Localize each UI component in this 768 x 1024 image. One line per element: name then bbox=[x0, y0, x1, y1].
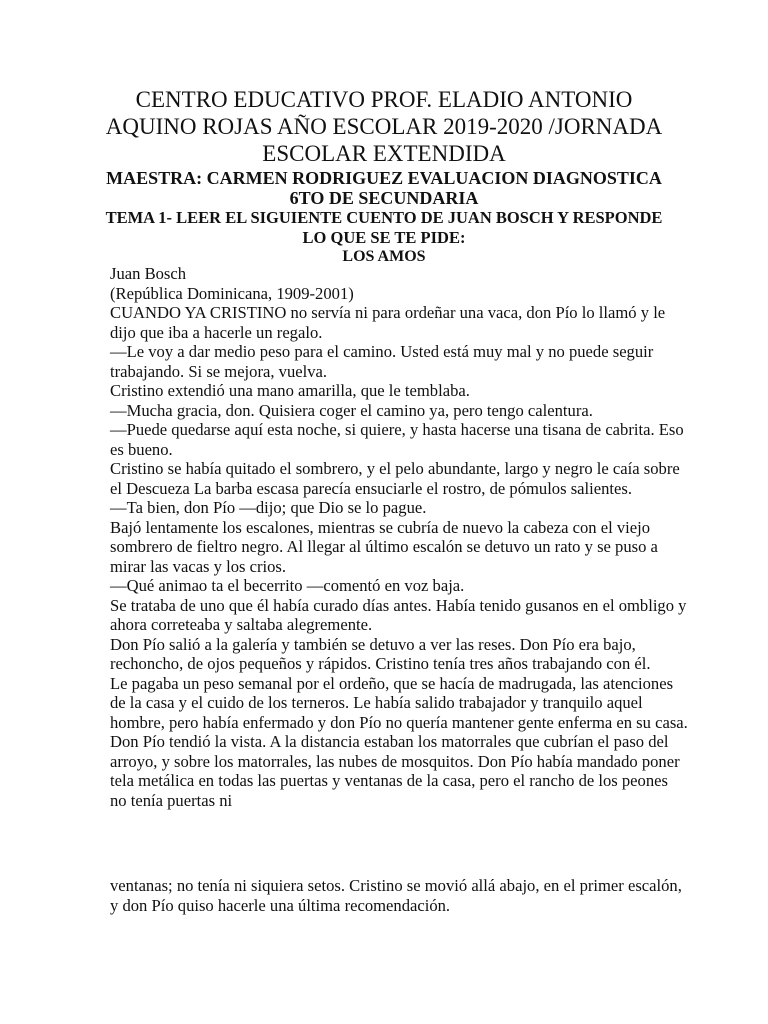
story-paragraph: —Ta bien, don Pío —dijo; que Dio se lo pague. bbox=[110, 498, 427, 517]
school-title: CENTRO EDUCATIVO PROF. ELADIO ANTONIO AQUINO ROJAS AÑO ESCOLAR 2019-2020 /JORNADA ESCOLAR EXTENDIDA bbox=[105, 87, 663, 166]
story-paragraph: Bajó lentamente los escalones, mientras se cubría de nuevo la cabeza con el viejo sombrero de fieltro negro. Al llegar al último escalón se detuvo un rato y se puso a mirar las vacas y los crios. bbox=[110, 517, 658, 576]
story-paragraph: ventanas; no tenía ni siquiera setos. Cristino se movió allá abajo, en el primer escalón, y don Pío quiso hacerle una última recomendación. bbox=[110, 876, 682, 915]
story-continuation bbox=[110, 876, 688, 915]
story-paragraph: CUANDO YA CRISTINO no servía ni para ordeñar una vaca, don Pío lo llamó y le dijo que iba a hacerle un regalo. bbox=[110, 303, 666, 342]
theme-instruction: TEMA 1- LEER EL SIGUIENTE CUENTO DE JUAN BOSCH Y RESPONDE LO QUE SE TE PIDE: bbox=[105, 208, 663, 247]
story-paragraph: Don Pío tendió la vista. A la distancia estaban los matorrales que cubrían el paso del arroyo, y sobre los matorrales, las nubes de mosquitos. Don Pío había mandado poner tela metálica en todas las puertas y ventanas de la casa, pero el rancho de los peones no tenía puertas ni bbox=[110, 732, 680, 810]
story-title: LOS AMOS bbox=[342, 248, 426, 265]
author-country-dates: (República Dominicana, 1909-2001) bbox=[110, 283, 354, 303]
story-paragraph: Se trataba de uno que él había curado días antes. Había tenido gusanos en el ombligo y ahora correteaba y saltaba alegremente. bbox=[110, 595, 687, 634]
story-paragraph: —Puede quedarse aquí esta noche, si quiere, y hasta hacerse una tisana de cabrita. Eso es bueno. bbox=[110, 420, 684, 459]
story-paragraph: Cristino se había quitado el sombrero, y el pelo abundante, largo y negro le caía sobre el Descueza La barba escasa parecía ensuciarle el rostro, de pómulos salientes. bbox=[110, 459, 680, 498]
story-paragraph: —Mucha gracia, don. Quisiera coger el camino ya, pero tengo calentura. bbox=[110, 400, 593, 420]
story-paragraph: —Le voy a dar medio peso para el camino. Usted está muy mal y no puede seguir trabajando. Si se mejora, vuelva. bbox=[110, 342, 654, 381]
document-header bbox=[100, 86, 668, 266]
story-author: Juan Bosch bbox=[110, 264, 187, 283]
story-paragraph: —Qué animao ta el becerrito —comentó en voz baja. bbox=[110, 576, 465, 595]
teacher-and-evaluation-line: MAESTRA: CARMEN RODRIGUEZ EVALUACION DIAGNOSTICA 6TO DE SECUNDARIA bbox=[106, 168, 662, 208]
story-paragraph: Don Pío salió a la galería y también se detuvo a ver las reses. Don Pío era bajo, rechoncho, de ojos pequeños y rápidos. Cristino tenía tres años trabajando con él. bbox=[110, 634, 651, 673]
story-body bbox=[110, 264, 688, 810]
story-paragraph: Cristino extendió una mano amarilla, que le temblaba. bbox=[110, 381, 470, 400]
story-paragraph: Le pagaba un peso semanal por el ordeño, que se hacía de madrugada, las atenciones de la casa y el cuido de los terneros. Le había salido trabajador y tranquilo aquel hombre, pero había enfermado y don Pío no quería mantener gente enferma en su casa. bbox=[110, 673, 688, 732]
